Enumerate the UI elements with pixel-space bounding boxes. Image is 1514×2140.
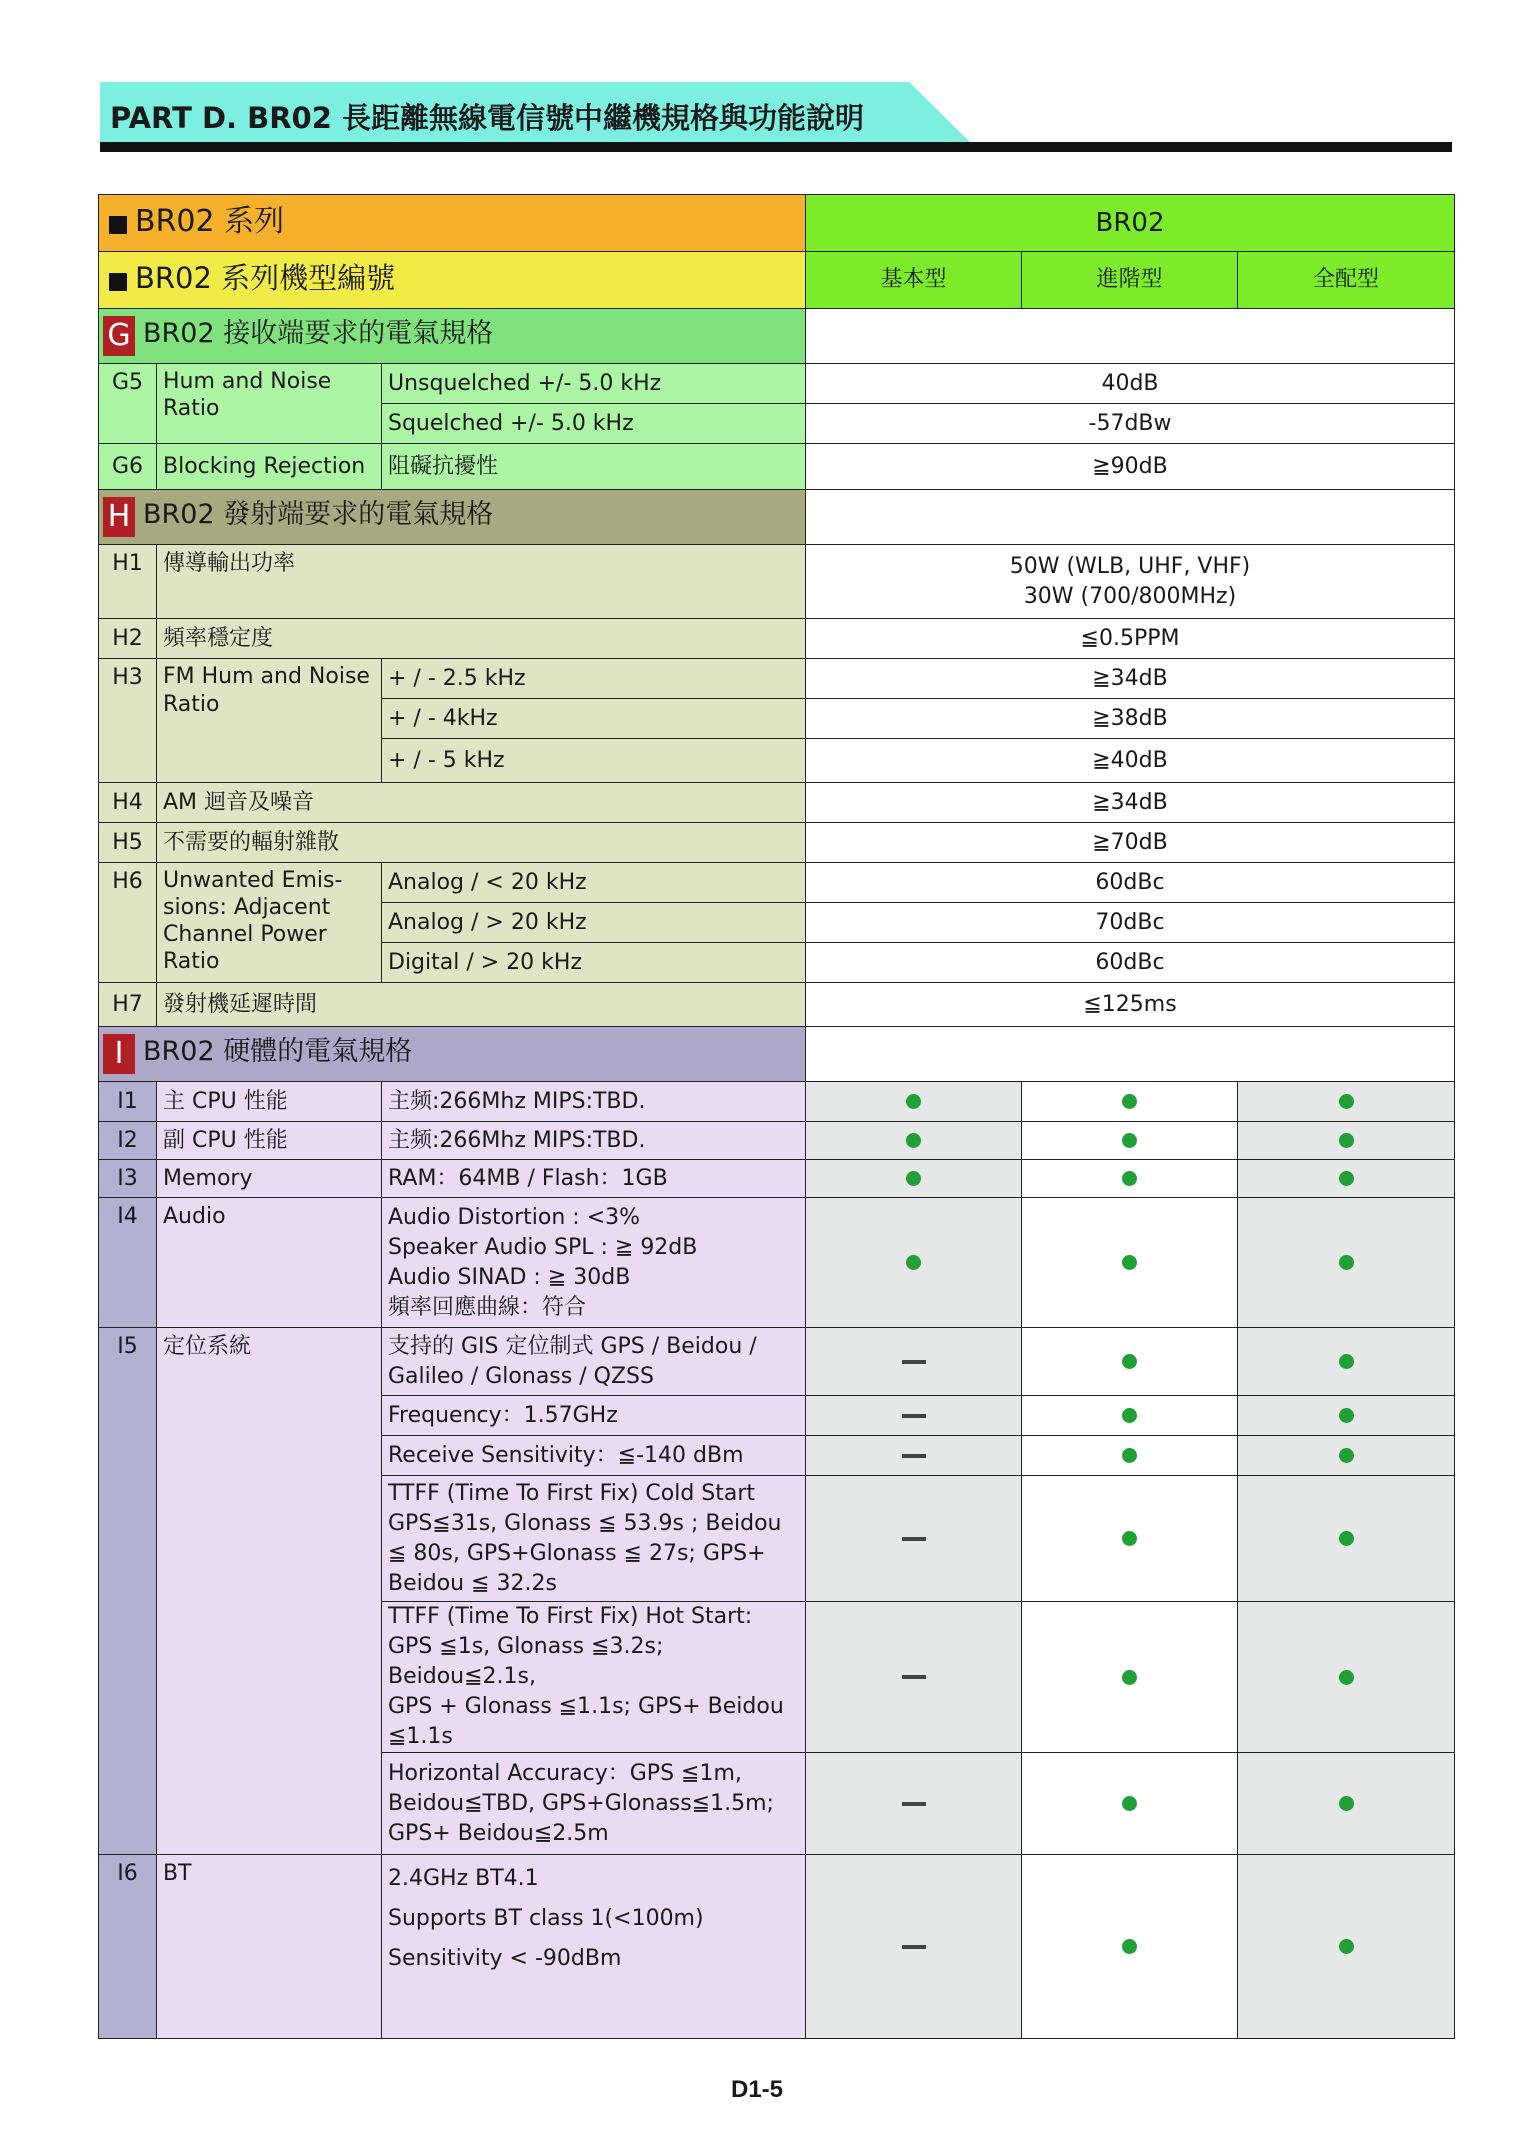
section-letter: H xyxy=(103,497,135,537)
i5-r4-full xyxy=(1238,1476,1455,1602)
h5-label: 不需要的輻射雜散 xyxy=(157,823,806,863)
included-dot-icon xyxy=(1339,1939,1354,1954)
h4-num: H4 xyxy=(99,783,157,823)
h6-cond-3: Digital / > 20 kHz xyxy=(382,943,806,983)
g5-label: Hum and Noise Ratio xyxy=(157,364,382,444)
i1-label: 主 CPU 性能 xyxy=(157,1082,382,1122)
model-full: 全配型 xyxy=(1238,252,1455,309)
section-h-header xyxy=(99,490,1455,545)
h7-num: H7 xyxy=(99,983,157,1027)
included-dot-icon xyxy=(1339,1670,1354,1685)
section-g-blank xyxy=(806,309,1455,364)
header-rule xyxy=(100,142,1452,152)
not-included-dash-icon xyxy=(902,1802,926,1806)
included-dot-icon xyxy=(906,1171,921,1186)
h3-num: H3 xyxy=(99,659,157,783)
included-dot-icon xyxy=(906,1094,921,1109)
i5-r5-advanced xyxy=(1022,1602,1238,1753)
i4-row xyxy=(99,1198,1455,1328)
section-title: BR02 接收端要求的電氣規格 xyxy=(143,318,494,349)
included-dot-icon xyxy=(1339,1133,1354,1148)
h4-value: ≧34dB xyxy=(806,783,1455,823)
i2-full xyxy=(1238,1122,1455,1160)
model-label-cell xyxy=(99,252,806,309)
g5-cond-2: Squelched +/- 5.0 kHz xyxy=(382,404,806,444)
i3-advanced xyxy=(1022,1160,1238,1198)
h2-value: ≦0.5PPM xyxy=(806,619,1455,659)
h6-cond-1: Analog / < 20 kHz xyxy=(382,863,806,903)
i1-full xyxy=(1238,1082,1455,1122)
included-dot-icon xyxy=(1339,1354,1354,1369)
square-bullet-icon xyxy=(109,216,127,234)
h3-value-1: ≧34dB xyxy=(806,659,1455,699)
g6-row xyxy=(99,444,1455,490)
i5-spec-3: Receive Sensitivity：≦-140 dBm xyxy=(382,1436,806,1476)
section-title: BR02 發射端要求的電氣規格 xyxy=(143,499,494,530)
included-dot-icon xyxy=(1122,1171,1137,1186)
product-name: BR02 xyxy=(806,195,1455,252)
i6-spec: 2.4GHz BT4.1 Supports BT class 1(<100m) Sensitivity < -90dBm xyxy=(382,1855,806,2039)
h3-value-2: ≧38dB xyxy=(806,699,1455,739)
h4-row xyxy=(99,783,1455,823)
series-label: BR02 系列 xyxy=(135,203,285,239)
h4-label: AM 迴音及噪音 xyxy=(157,783,806,823)
h5-num: H5 xyxy=(99,823,157,863)
included-dot-icon xyxy=(1339,1448,1354,1463)
h6-cond-2: Analog / > 20 kHz xyxy=(382,903,806,943)
included-dot-icon xyxy=(1122,1354,1137,1369)
model-header-row xyxy=(99,252,1455,309)
not-included-dash-icon xyxy=(902,1360,926,1364)
g6-label: Blocking Rejection xyxy=(157,444,382,490)
g5-value-2: -57dBw xyxy=(806,404,1455,444)
h3-value-3: ≧40dB xyxy=(806,739,1455,783)
i4-full xyxy=(1238,1198,1455,1328)
i5-spec-5: TTFF (Time To First Fix) Hot Start: GPS ≦1s, Glonass ≦3.2s; Beidou≦2.1s, GPS + Glonass ≦1.1s; GPS+ Beidou ≦1.1s xyxy=(382,1602,806,1753)
section-letter: I xyxy=(103,1034,135,1074)
i5-r5-basic xyxy=(806,1602,1022,1753)
not-included-dash-icon xyxy=(902,1537,926,1541)
g6-num: G6 xyxy=(99,444,157,490)
h6-value-2: 70dBc xyxy=(806,903,1455,943)
i4-basic xyxy=(806,1198,1022,1328)
i6-num: I6 xyxy=(99,1855,157,2039)
included-dot-icon xyxy=(1339,1094,1354,1109)
section-title: BR02 硬體的電氣規格 xyxy=(143,1036,413,1067)
i2-basic xyxy=(806,1122,1022,1160)
included-dot-icon xyxy=(1122,1670,1137,1685)
not-included-dash-icon xyxy=(902,1945,926,1949)
i3-num: I3 xyxy=(99,1160,157,1198)
i4-advanced xyxy=(1022,1198,1238,1328)
model-label: BR02 系列機型編號 xyxy=(135,261,396,295)
not-included-dash-icon xyxy=(902,1675,926,1679)
i5-r4-advanced xyxy=(1022,1476,1238,1602)
i5-r6-basic xyxy=(806,1753,1022,1855)
h2-row xyxy=(99,619,1455,659)
i5-r1-advanced xyxy=(1022,1328,1238,1396)
i4-spec: Audio Distortion : <3% Speaker Audio SPL : ≧ 92dB Audio SINAD : ≧ 30dB 頻率回應曲線：符合 xyxy=(382,1198,806,1328)
included-dot-icon xyxy=(906,1133,921,1148)
h1-row xyxy=(99,545,1455,619)
h5-value: ≧70dB xyxy=(806,823,1455,863)
section-g-title-cell xyxy=(99,309,806,364)
included-dot-icon xyxy=(1122,1094,1137,1109)
i1-advanced xyxy=(1022,1082,1238,1122)
i3-spec: RAM：64MB / Flash：1GB xyxy=(382,1160,806,1198)
h6-value-1: 60dBc xyxy=(806,863,1455,903)
included-dot-icon xyxy=(1122,1408,1137,1423)
i2-num: I2 xyxy=(99,1122,157,1160)
included-dot-icon xyxy=(1122,1531,1137,1546)
not-included-dash-icon xyxy=(902,1414,926,1418)
included-dot-icon xyxy=(1122,1796,1137,1811)
included-dot-icon xyxy=(1122,1255,1137,1270)
g6-cond: 阻礙抗擾性 xyxy=(382,444,806,490)
section-i-title-cell xyxy=(99,1027,806,1082)
i5-r3-basic xyxy=(806,1436,1022,1476)
i1-row xyxy=(99,1082,1455,1122)
section-i-blank xyxy=(806,1027,1455,1082)
h6-row-1 xyxy=(99,863,1455,903)
g5-row-1 xyxy=(99,364,1455,404)
i5-r3-full xyxy=(1238,1436,1455,1476)
i3-basic xyxy=(806,1160,1022,1198)
h1-value: 50W (WLB, UHF, VHF) 30W (700/800MHz) xyxy=(806,545,1455,619)
g5-cond-1: Unsquelched +/- 5.0 kHz xyxy=(382,364,806,404)
h3-cond-1: + / - 2.5 kHz xyxy=(382,659,806,699)
i5-r2-full xyxy=(1238,1396,1455,1436)
section-h-title-cell xyxy=(99,490,806,545)
i2-advanced xyxy=(1022,1122,1238,1160)
included-dot-icon xyxy=(906,1255,921,1270)
included-dot-icon xyxy=(1339,1408,1354,1423)
section-g-header xyxy=(99,309,1455,364)
g6-value: ≧90dB xyxy=(806,444,1455,490)
page-title: PART D. BR02 長距離無線電信號中繼機規格與功能說明 xyxy=(110,101,865,135)
i5-spec-6: Horizontal Accuracy：GPS ≦1m, Beidou≦TBD, GPS+Glonass≦1.5m; GPS+ Beidou≦2.5m xyxy=(382,1753,806,1855)
i5-spec-2: Frequency：1.57GHz xyxy=(382,1396,806,1436)
i1-spec: 主频:266Mhz MIPS:TBD. xyxy=(382,1082,806,1122)
i2-spec: 主频:266Mhz MIPS:TBD. xyxy=(382,1122,806,1160)
model-basic: 基本型 xyxy=(806,252,1022,309)
i3-full xyxy=(1238,1160,1455,1198)
i1-basic xyxy=(806,1082,1022,1122)
included-dot-icon xyxy=(1339,1531,1354,1546)
h5-row xyxy=(99,823,1455,863)
model-advanced: 進階型 xyxy=(1022,252,1238,309)
i2-row xyxy=(99,1122,1455,1160)
h6-label: Unwanted Emis- sions: Adjacent Channel Power Ratio xyxy=(157,863,382,983)
h2-num: H2 xyxy=(99,619,157,659)
section-letter: G xyxy=(103,316,135,356)
i5-label: 定位系統 xyxy=(157,1328,382,1855)
included-dot-icon xyxy=(1339,1796,1354,1811)
i5-r4-basic xyxy=(806,1476,1022,1602)
h3-cond-3: + / - 5 kHz xyxy=(382,739,806,783)
h6-value-3: 60dBc xyxy=(806,943,1455,983)
h3-cond-2: + / - 4kHz xyxy=(382,699,806,739)
section-i-header xyxy=(99,1027,1455,1082)
i5-spec-1: 支持的 GIS 定位制式 GPS / Beidou / Galileo / Glonass / QZSS xyxy=(382,1328,806,1396)
i5-r2-basic xyxy=(806,1396,1022,1436)
i4-num: I4 xyxy=(99,1198,157,1328)
i5-r5-full xyxy=(1238,1602,1455,1753)
series-label-cell xyxy=(99,195,806,252)
g5-value-1: 40dB xyxy=(806,364,1455,404)
g5-num: G5 xyxy=(99,364,157,444)
h1-num: H1 xyxy=(99,545,157,619)
i5-r6-full xyxy=(1238,1753,1455,1855)
i5-r1-basic xyxy=(806,1328,1022,1396)
page-number: D1-5 xyxy=(730,2076,784,2103)
h7-value: ≦125ms xyxy=(806,983,1455,1027)
i3-label: Memory xyxy=(157,1160,382,1198)
i5-r6-advanced xyxy=(1022,1753,1238,1855)
i6-advanced xyxy=(1022,1855,1238,2039)
h7-label: 發射機延遲時間 xyxy=(157,983,806,1027)
i6-full xyxy=(1238,1855,1455,2039)
included-dot-icon xyxy=(1339,1255,1354,1270)
h6-num: H6 xyxy=(99,863,157,983)
i6-row xyxy=(99,1855,1455,2039)
i2-label: 副 CPU 性能 xyxy=(157,1122,382,1160)
h7-row xyxy=(99,983,1455,1027)
section-h-blank xyxy=(806,490,1455,545)
i6-basic xyxy=(806,1855,1022,2039)
i4-label: Audio xyxy=(157,1198,382,1328)
i5-row-1 xyxy=(99,1328,1455,1396)
included-dot-icon xyxy=(1122,1133,1137,1148)
not-included-dash-icon xyxy=(902,1454,926,1458)
h2-label: 頻率穩定度 xyxy=(157,619,806,659)
included-dot-icon xyxy=(1122,1939,1137,1954)
i5-num: I5 xyxy=(99,1328,157,1855)
square-bullet-icon xyxy=(109,273,127,291)
series-header-row xyxy=(99,195,1455,252)
i3-row xyxy=(99,1160,1455,1198)
h3-label: FM Hum and Noise Ratio xyxy=(157,659,382,783)
included-dot-icon xyxy=(1339,1171,1354,1186)
spec-table xyxy=(98,194,1455,2039)
i5-r1-full xyxy=(1238,1328,1455,1396)
included-dot-icon xyxy=(1122,1448,1137,1463)
h1-label: 傳導輸出功率 xyxy=(157,545,806,619)
i6-label: BT xyxy=(157,1855,382,2039)
page-header-banner xyxy=(100,82,970,142)
i1-num: I1 xyxy=(99,1082,157,1122)
h3-row-1 xyxy=(99,659,1455,699)
i5-r3-advanced xyxy=(1022,1436,1238,1476)
i5-r2-advanced xyxy=(1022,1396,1238,1436)
i5-spec-4: TTFF (Time To First Fix) Cold Start GPS≦31s, Glonass ≦ 53.9s ; Beidou ≦ 80s, GPS+Glonass ≦ 27s; GPS+ Beidou ≦ 32.2s xyxy=(382,1476,806,1602)
